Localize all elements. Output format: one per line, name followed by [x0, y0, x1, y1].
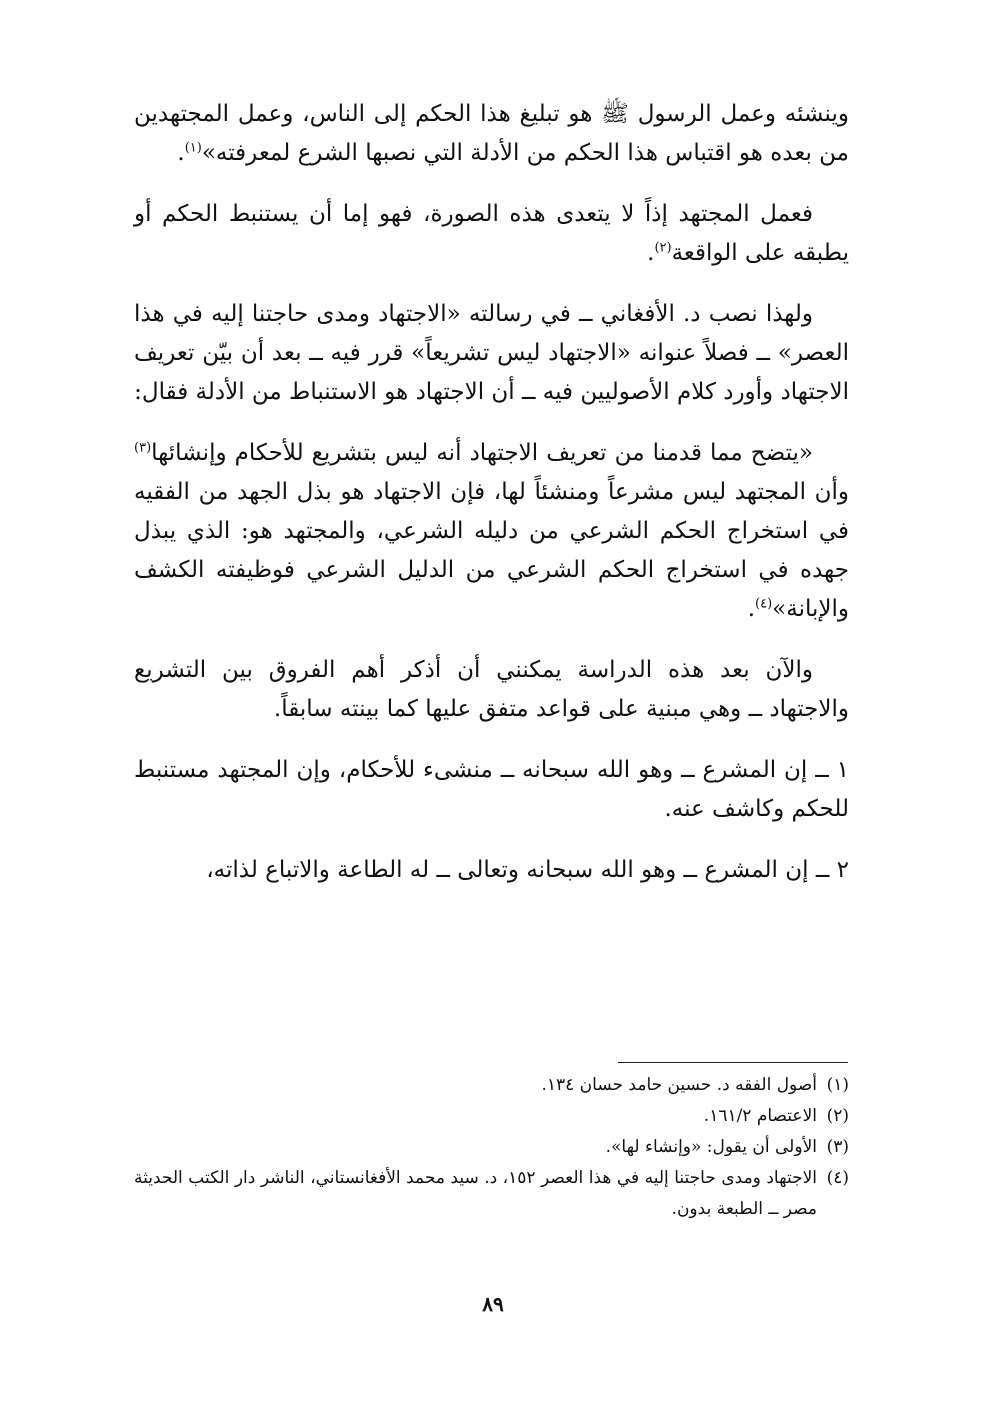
footnote-3 — [134, 1132, 849, 1163]
paragraph-2-text: فعمل المجتهد إذاً لا يتعدى هذه الصورة، فهو إما أن يستنبط الحكم أو يطبقه على الواقعة — [134, 201, 849, 266]
paragraph-1-tail: . — [177, 140, 185, 166]
page-body — [134, 95, 849, 912]
paragraph-4-tail: وأن المجتهد ليس مشرعاً ومنشئاً لها، فإن الاجتهاد هو بذل الجهد من الفقيه في استخراج الحكم الشرعي من دليله الشرعي، والمجتهد هو: الذي يبذل جهده في استخراج الحكم الشرعي من الدليل الشرعي فوظيفته الكشف والإبانة» — [134, 479, 849, 622]
footnote-ref-3[interactable]: (٣) — [134, 440, 152, 456]
list-item-2 — [134, 851, 849, 890]
footnote-4-number: (٤) — [826, 1168, 849, 1188]
footnote-1-number: (١) — [826, 1075, 849, 1095]
paragraph-5-text: والآن بعد هذه الدراسة يمكنني أن أذكر أهم الفروق بين التشريع والاجتهاد ــ وهي مبنية على قواعد متفق عليها كما بينته سابقاً. — [134, 657, 849, 722]
paragraph-4-tail-end: . — [747, 596, 756, 622]
footnote-ref-1[interactable]: (١) — [184, 140, 202, 156]
footnote-2 — [134, 1101, 849, 1132]
paragraph-1-text: وينشئه وعمل الرسول ﷺ هو تبليغ هذا الحكم إلى الناس، وعمل المجتهدين من بعده هو اقتباس هذا الحكم من الأدلة التي نصبها الشرع لمعرفته» — [134, 101, 849, 166]
paragraph-4-quote — [134, 434, 849, 629]
footnotes — [134, 1070, 849, 1225]
paragraph-4-text: «يتضح مما قدمنا من تعريف الاجتهاد أنه ليس بتشريع للأحكام وإنشائها — [151, 440, 813, 466]
list-item-2-text: ــ إن المشرع ــ وهو الله سبحانه وتعالى ــ له الطاعة والاتباع لذاته، — [206, 857, 830, 883]
footnote-3-text: الأولى أن يقول: «وإنشاء لها». — [605, 1137, 817, 1157]
footnote-2-number: (٢) — [826, 1106, 849, 1126]
footnote-1-text: أصول الفقه د. حسين حامد حسان ١٣٤. — [541, 1075, 817, 1095]
paragraph-1 — [134, 95, 849, 173]
list-item-1-number: ١ — [836, 757, 850, 783]
paragraph-3-text: ولهذا نصب د. الأفغاني ــ في رسالته «الاجتهاد ومدى حاجتنا إليه في هذا العصر» ــ فصلاً عنوانه «الاجتهاد ليس تشريعاً» قرر فيه ــ بعد أن بيّن تعريف الاجتهاد وأورد كلام الأصوليين فيه ــ أن الاجتهاد هو الاستنباط من الأدلة فقال: — [134, 301, 849, 405]
footnote-ref-4[interactable]: (٤) — [755, 596, 773, 612]
paragraph-3 — [134, 295, 849, 412]
list-item-1-text: ــ إن المشرع ــ وهو الله سبحانه ــ منشىء للأحكام، وإن المجتهد مستنبط للحكم وكاشف عنه. — [134, 757, 849, 822]
paragraph-2 — [134, 195, 849, 273]
list-item-1 — [134, 751, 849, 829]
footnote-separator — [618, 1062, 848, 1063]
footnote-2-text: الاعتصام ١٦١/٢. — [703, 1106, 817, 1126]
page-number: ٨٩ — [482, 1292, 504, 1316]
footnote-1 — [134, 1070, 849, 1101]
footnote-4 — [134, 1163, 849, 1225]
paragraph-2-tail: . — [647, 240, 655, 266]
list-item-2-number: ٢ — [836, 857, 849, 883]
footnote-4-text: الاجتهاد ومدى حاجتنا إليه في هذا العصر ١٥٢، د. سيد محمد الأفغانستاني، الناشر دار الكتب الحديثة مصر ــ الطبعة بدون. — [134, 1168, 817, 1219]
footnote-ref-2[interactable]: (٢) — [654, 240, 672, 256]
footnote-3-number: (٣) — [826, 1137, 849, 1157]
paragraph-5 — [134, 651, 849, 729]
